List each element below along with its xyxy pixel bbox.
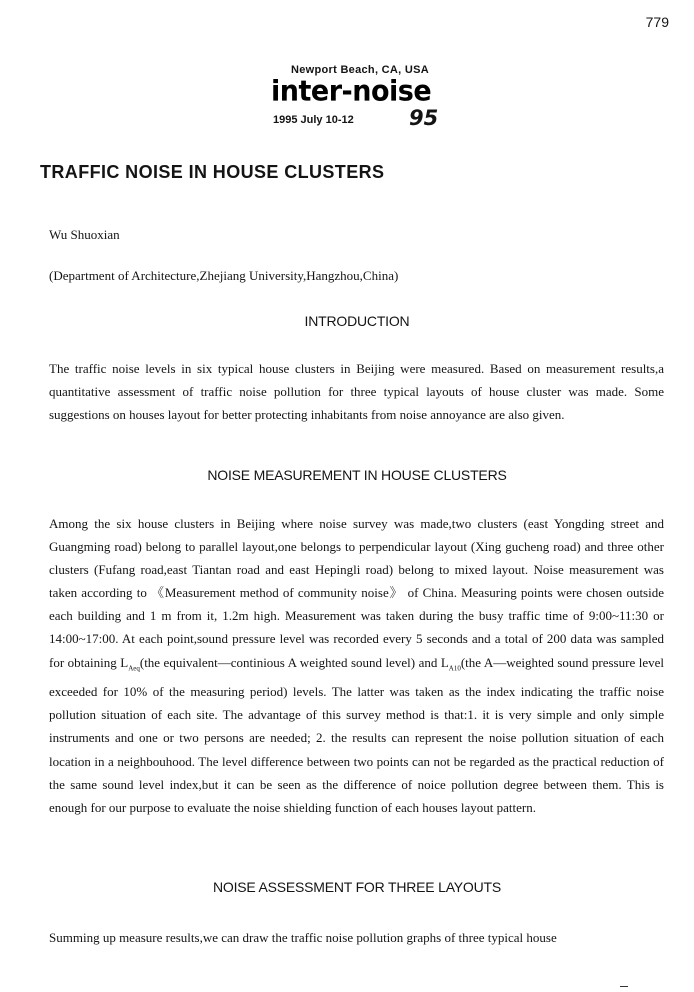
section-heading-noise-assessment: NOISE ASSESSMENT FOR THREE LAYOUTS bbox=[212, 879, 502, 895]
paper-title: TRAFFIC NOISE IN HOUSE CLUSTERS bbox=[40, 162, 385, 182]
subscript-aeq: Aeq bbox=[128, 664, 140, 673]
section-heading-noise-measurement: NOISE MEASUREMENT IN HOUSE CLUSTERS bbox=[207, 467, 507, 483]
author-affiliation: (Department of Architecture,Zhejiang University,Hangzhou,China) bbox=[49, 268, 399, 283]
paragraph-text-part: (the equivalent—continious A weighted sound level) and L bbox=[139, 654, 449, 670]
noise-assessment-paragraph: Summing up measure results,we can draw the traffic noise pollution graphs of three typical house bbox=[49, 930, 557, 945]
author-name: Wu Shuoxian bbox=[49, 227, 120, 242]
page-edge-mark bbox=[620, 986, 628, 987]
subscript-a10: A10 bbox=[448, 664, 461, 673]
conference-logo: inter-noise bbox=[271, 75, 432, 108]
introduction-paragraph: The traffic noise levels in six typical house clusters in Beijing were measured. Based on measurement results,a quantitative assessment of traffic noise pollution for three typical layouts of house cluster was made. Some suggestions on houses layout for better protecting inhabitants from noise annoyance are also given. bbox=[49, 361, 664, 423]
page-number: 779 bbox=[645, 14, 669, 30]
paragraph-text-part: Among the six house clusters in Beijing where noise survey was made,two clusters (east Yongding street and Guangming road) belong to parallel layout,one belongs to perpendicular layout (Xing gucheng road) and three other clusters (Fufang road,east Tiantan road and east Hepingli road) belong to mixed layout. Noise measurement was taken according to 《Measurement method of community noise》 of China. Measuring points were chosen outside each building and 1 m from it, 1.2m high. Measurement was taken during the busy traffic time of 9:00~11:30 or 14:00~17:00. At each point,sound pressure level was recorded every 5 seconds and a total of 200 data was sampled for obtaining L bbox=[49, 516, 664, 670]
paragraph-text-part: (the A—weighted sound pressure level exceeded for 10% of the measuring period) levels. The latter was taken as the index indicating the traffic noise pollution situation of each site. The advantage of this survey method is that:1. it is very simple and only simple instruments and one or two persons are needed; 2. the results can represent the noise pollution situation of each location in a neighbouhood. The level difference between two points can not be regarded as the practical reduction of the same sound level index,but it can be seen as the difference of noice pollution degree between them. This is enough for our purpose to evaluate the noise shielding function of each houses layout pattern. bbox=[49, 654, 664, 815]
conference-year: 95 bbox=[409, 106, 439, 130]
conference-dates: 1995 July 10-12 bbox=[273, 114, 354, 126]
noise-measurement-paragraph bbox=[49, 512, 664, 819]
conference-location: Newport Beach, CA, USA bbox=[290, 64, 429, 76]
section-heading-introduction: INTRODUCTION bbox=[304, 313, 410, 329]
